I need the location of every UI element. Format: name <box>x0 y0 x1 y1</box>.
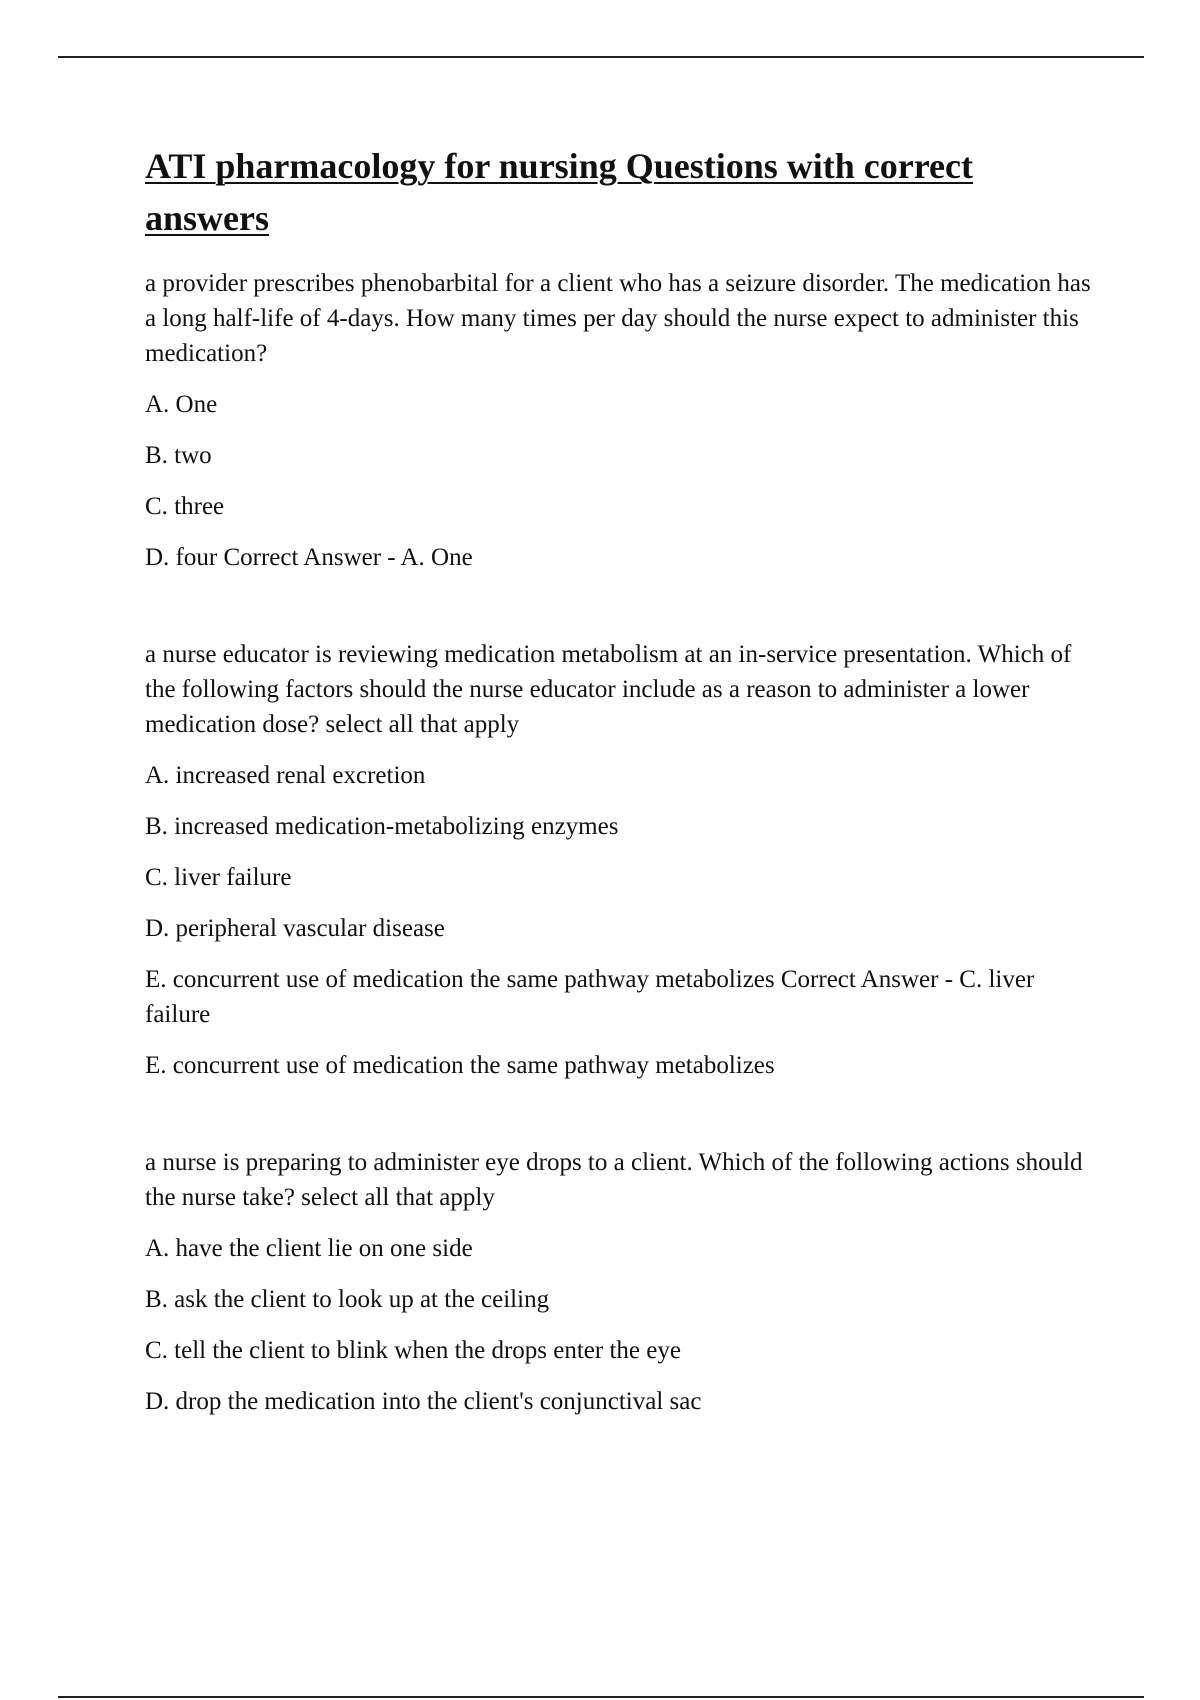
answer-option: D. drop the medication into the client's conjunctival sac <box>145 1388 702 1415</box>
top-rule <box>58 56 1144 58</box>
question-text: a provider prescribes phenobarbital for a client who has a seizure disorder. The medication has a long half-life of 4-days. How many times per day should the nurse expect to administer this medication? <box>145 270 1091 367</box>
answer-option: B. two <box>145 442 212 469</box>
correct-answer-continuation: E. concurrent use of medication the same pathway metabolizes <box>145 1052 775 1079</box>
question-3 <box>145 1145 1105 1419</box>
answer-option: B. increased medication-metabolizing enzymes <box>145 813 619 840</box>
question-text: a nurse educator is reviewing medication metabolism at an in-service presentation. Which of the following factors should the nurse educator include as a reason to administer a lower medication dose? select all that apply <box>145 641 1072 738</box>
document-body <box>145 140 1105 1481</box>
answer-option: D. peripheral vascular disease <box>145 915 445 942</box>
answer-option-with-correct-answer: D. four Correct Answer - A. One <box>145 544 473 571</box>
answer-option: B. ask the client to look up at the ceiling <box>145 1286 550 1313</box>
question-2 <box>145 637 1105 1083</box>
answer-option-with-correct-answer: E. concurrent use of medication the same pathway metabolizes Correct Answer - C. liver failure <box>145 966 1035 1028</box>
question-text: a nurse is preparing to administer eye drops to a client. Which of the following actions should the nurse take? select all that apply <box>145 1149 1083 1211</box>
answer-option: C. three <box>145 493 225 520</box>
answer-option: A. increased renal excretion <box>145 762 426 789</box>
bottom-rule <box>58 1696 1144 1698</box>
answer-option: C. tell the client to blink when the drops enter the eye <box>145 1337 681 1364</box>
document-title: ATI pharmacology for nursing Questions with correct answers <box>145 146 973 238</box>
answer-option: C. liver failure <box>145 864 292 891</box>
question-1 <box>145 266 1105 575</box>
answer-option: A. have the client lie on one side <box>145 1235 473 1262</box>
answer-option: A. One <box>145 391 218 418</box>
